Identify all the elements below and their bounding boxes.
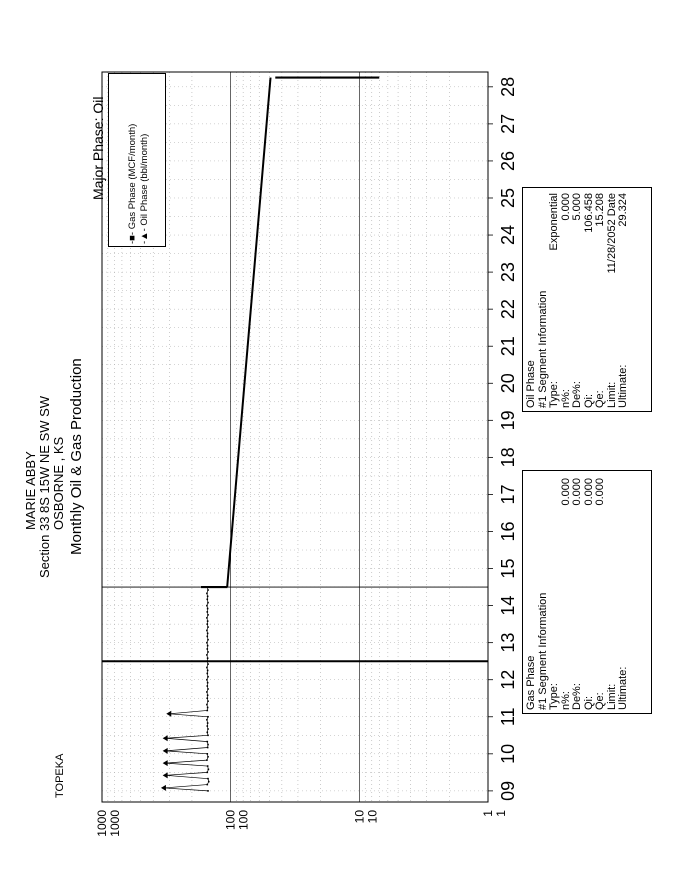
oil-segment-row-label: Ultimate:: [617, 364, 629, 408]
y-tick-label: 10: [365, 810, 380, 824]
oil-segment-subheading: #1 Segment Information: [536, 290, 549, 408]
oil-data-point: [207, 620, 209, 622]
oil-data-point: [207, 645, 209, 647]
y-tick-label: 10: [352, 810, 367, 824]
oil-history-line: [164, 587, 209, 791]
x-tick-label: 13: [498, 632, 518, 653]
oil-data-point: [206, 710, 208, 712]
oil-data-point: [207, 734, 209, 736]
oil-segment-row-label: Limit:: [605, 381, 618, 408]
oil-data-point: [206, 660, 208, 662]
oil-data-point: [207, 682, 209, 684]
oil-data-point: [206, 617, 208, 619]
oil-data-point: [206, 642, 208, 644]
gas-segment-row-value: 0.000: [571, 478, 583, 506]
oil-data-point: [206, 759, 208, 761]
y-tick-label: 1: [481, 810, 495, 817]
y-tick-label: 100: [223, 810, 238, 831]
oil-segment-row: [549, 193, 561, 408]
gas-segment-row: [561, 478, 573, 710]
gas-segment-row: [595, 478, 607, 710]
oil-data-point: [206, 586, 208, 588]
legend-item-gas: [127, 124, 139, 244]
legend-gas-label: Gas Phase (MCF/month): [127, 123, 138, 230]
gas-segment-row-label: Type:: [548, 683, 560, 710]
oil-data-point: [207, 633, 209, 635]
formation-label: TOPEKA: [54, 753, 66, 798]
gas-segment-row-label: Qe:: [594, 692, 606, 710]
oil-data-point: [161, 785, 166, 791]
oil-data-point: [206, 636, 208, 638]
oil-data-point: [163, 748, 168, 754]
oil-data-point: [207, 722, 209, 724]
oil-data-point: [207, 626, 209, 628]
x-tick-label: 10: [498, 743, 518, 764]
oil-segment-row-value: Exponential: [548, 193, 560, 251]
oil-segment-row-value: 15.208: [594, 193, 606, 227]
oil-data-point: [207, 602, 209, 604]
oil-data-point: [207, 707, 209, 709]
oil-data-point: [207, 716, 209, 718]
oil-data-point: [163, 760, 168, 766]
oil-segment-row-label: Type:: [548, 381, 560, 408]
major-phase-label: Major Phase: Oil: [90, 96, 106, 200]
gas-segment-row-label: Qi:: [582, 695, 595, 710]
x-tick-label: 27: [498, 113, 518, 134]
x-tick-label: 17: [498, 484, 518, 505]
square-marker-icon: -■-: [127, 231, 138, 244]
gas-segment-row-label: Ultimate:: [617, 666, 629, 710]
oil-data-point: [207, 639, 209, 641]
oil-data-point: [207, 778, 209, 780]
oil-data-point: [207, 744, 209, 746]
oil-data-point: [206, 704, 208, 706]
oil-data-point: [207, 663, 209, 665]
oil-data-point: [207, 790, 209, 792]
oil-data-point: [206, 599, 208, 601]
gas-segment-heading: Gas Phase: [525, 655, 537, 710]
oil-data-point: [207, 589, 209, 591]
oil-data-point: [207, 651, 209, 653]
x-tick-label: 26: [498, 150, 518, 171]
oil-data-point: [206, 772, 208, 774]
oil-segment-row-value: 11/28/2052 Date: [605, 193, 618, 274]
oil-data-point: [206, 741, 208, 743]
oil-data-point: [207, 756, 209, 758]
triangle-marker-icon: -▲-: [139, 228, 150, 244]
gas-segment-row: [618, 478, 630, 710]
oil-data-point: [206, 648, 208, 650]
x-tick-label: 22: [498, 299, 518, 320]
legend-oil-label: Oil Phase (bbl/month): [139, 133, 150, 226]
oil-forecast-line: [227, 78, 270, 588]
x-tick-label: 16: [498, 521, 518, 542]
x-tick-label: 23: [498, 262, 518, 283]
oil-data-point: [206, 654, 208, 656]
oil-data-point: [207, 596, 209, 598]
x-tick-label: 14: [498, 595, 518, 616]
legend-item-oil: [139, 124, 151, 244]
y-tick-label: 1000: [108, 810, 122, 837]
gas-segment-box: [522, 470, 652, 714]
oil-data-point: [207, 728, 209, 730]
county-state: OSBORNE , KS: [51, 436, 66, 530]
gas-segment-row: [572, 478, 584, 710]
oil-data-point: [206, 679, 208, 681]
gas-segment-subheading: #1 Segment Information: [536, 592, 549, 710]
oil-segment-row-value: 29.324: [617, 193, 629, 227]
oil-segment-row-value: 0.000: [559, 193, 572, 221]
oil-data-point: [206, 605, 208, 607]
oil-data-point: [206, 784, 208, 786]
y-tick-label: 100: [236, 810, 251, 831]
oil-data-point: [207, 700, 209, 702]
oil-segment-row: [595, 193, 607, 408]
chart-title: Monthly Oil & Gas Production: [68, 358, 85, 555]
oil-segment-row-label: De%:: [571, 381, 583, 408]
x-tick-label: 15: [498, 558, 518, 579]
oil-data-point: [163, 772, 168, 778]
oil-data-point: [206, 667, 208, 669]
oil-data-point: [207, 765, 209, 767]
oil-data-point: [163, 735, 168, 741]
gas-segment-row-value: 0.000: [559, 478, 572, 506]
well-name: MARIE ABBY: [23, 451, 38, 530]
oil-segment-box: [522, 187, 652, 412]
oil-segment-row-label: Qi:: [582, 393, 595, 408]
x-tick-label: 25: [498, 187, 518, 209]
legend-box: [108, 73, 166, 247]
gas-segment-row-value: 0.000: [582, 478, 595, 506]
oil-data-point: [208, 769, 210, 771]
oil-data-point: [206, 611, 208, 613]
oil-data-point: [206, 732, 208, 734]
oil-data-point: [207, 608, 209, 610]
gas-segment-row-label: Limit:: [605, 683, 618, 710]
x-tick-label: 20: [498, 373, 518, 394]
oil-data-point: [206, 673, 208, 675]
oil-data-point: [206, 630, 208, 632]
x-tick-label: 19: [498, 410, 518, 431]
oil-data-point: [206, 685, 208, 687]
oil-data-point: [166, 711, 171, 717]
oil-data-point: [207, 688, 209, 690]
x-tick-label: 21: [498, 336, 518, 357]
oil-data-point: [206, 697, 208, 699]
oil-data-point: [207, 747, 209, 749]
oil-segment-row: [561, 193, 573, 408]
oil-segment-row-value: 106.458: [582, 193, 595, 233]
oil-data-point: [207, 670, 209, 672]
oil-data-point: [206, 753, 208, 755]
oil-segment-heading: Oil Phase: [525, 360, 537, 408]
gas-segment-row-label: De%:: [571, 683, 583, 710]
oil-segment-row-label: n%:: [559, 389, 572, 408]
gas-segment-row: [549, 478, 561, 710]
x-tick-label: 09: [498, 780, 518, 801]
oil-data-point: [207, 614, 209, 616]
oil-data-point: [206, 593, 208, 595]
x-tick-label: 18: [498, 447, 518, 468]
well-location: Section 33 8S 15W NE SW SW: [37, 395, 52, 578]
gas-segment-row: [584, 478, 596, 710]
gas-segment-row-value: 0.000: [594, 478, 606, 506]
oil-data-point: [206, 725, 208, 727]
gas-segment-row-label: n%:: [559, 691, 572, 710]
oil-data-point: [207, 657, 209, 659]
x-tick-label: 28: [498, 76, 518, 97]
oil-segment-row-label: Qe:: [594, 390, 606, 408]
oil-segment-row-value: 5.000: [571, 193, 583, 221]
oil-data-point: [206, 623, 208, 625]
oil-data-point: [206, 719, 208, 721]
x-tick-label: 12: [498, 669, 518, 690]
x-tick-label: 11: [498, 707, 518, 727]
oil-data-point: [208, 781, 210, 783]
x-tick-label: 24: [498, 225, 518, 246]
oil-data-point: [207, 694, 209, 696]
oil-segment-row: [618, 193, 630, 408]
oil-segment-row: [572, 193, 584, 408]
oil-data-point: [207, 676, 209, 678]
y-tick-label: 1000: [95, 810, 109, 837]
y-tick-label: 1: [494, 810, 508, 817]
oil-data-point: [206, 691, 208, 693]
